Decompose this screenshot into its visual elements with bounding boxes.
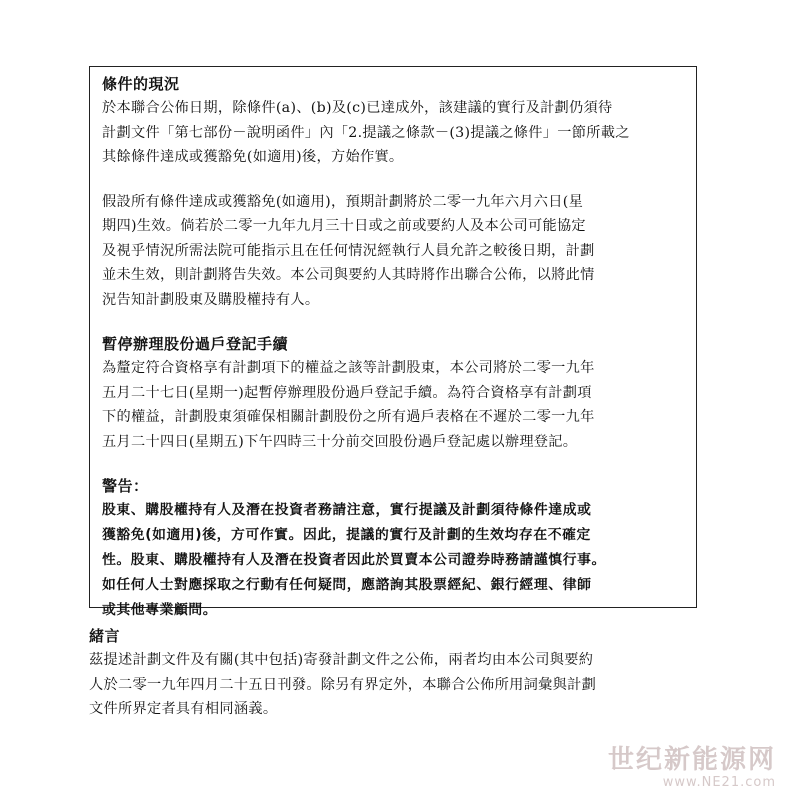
text-line: 假設所有條件達成或獲豁免(如適用)，預期計劃將於二零一九年六月六日(星 xyxy=(102,193,584,210)
text-line: 況告知計劃股東及購股權持有人。 xyxy=(102,291,320,308)
warning-paragraph xyxy=(102,498,684,623)
text-line: 並未生效，則計劃將告失效。本公司與要約人其時將作出聯合公佈，以將此情 xyxy=(102,267,595,283)
text-line: 下的權益，計劃股東須確保相關計劃股份之所有過戶表格在不遲於二零一九年 xyxy=(102,409,595,425)
text-line: 為釐定符合資格享有計劃項下的權益之該等計劃股東，本公司將於二零一九年 xyxy=(102,360,595,376)
conditions-heading: 條件的現況 xyxy=(102,75,180,93)
closure-heading: 暫停辦理股份過戶登記手續 xyxy=(102,335,289,353)
text-line: 獲豁免(如適用)後，方可作實。因此，提議的實行及計劃的生效均存在不確定 xyxy=(102,527,591,543)
closure-paragraph xyxy=(102,356,684,454)
site-watermark xyxy=(608,745,776,791)
text-line: 或其他專業顧問。 xyxy=(102,602,218,618)
text-line: 計劃文件「第七部份－說明函件」內「2.提議之條款－(3)提議之條件」一節所載之 xyxy=(102,124,630,141)
text-line: 五月二十七日(星期一)起暫停辦理股份過戶登記手續。為符合資格享有計劃項 xyxy=(102,384,592,401)
text-line: 期四)生效。倘若於二零一九年九月三十日或之前或要約人及本公司可能協定 xyxy=(102,218,586,234)
introduction-section xyxy=(89,624,699,722)
text-line: 於本聯合公佈日期，除條件(a)、(b)及(c)已達成外，該建議的實行及計劃仍須待 xyxy=(102,100,613,116)
introduction-paragraph xyxy=(89,648,699,722)
conditions-paragraph-2 xyxy=(102,190,684,313)
watermark-title: 世纪新能源网 xyxy=(607,745,776,775)
text-line: 及視乎情況所需法院可能指示且在任何情況經執行人員允許之較後日期，計劃 xyxy=(102,242,595,259)
text-line: 茲提述計劃文件及有關(其中包括)寄發計劃文件之公佈，兩者均由本公司與要約 xyxy=(89,652,594,668)
text-line: 其餘條件達成或獲豁免(如適用)後，方始作實。 xyxy=(102,149,404,165)
conditions-paragraph-1 xyxy=(102,96,684,170)
warning-heading: 警告： xyxy=(102,477,149,495)
watermark-url: www.NE21.com xyxy=(662,775,776,790)
text-line: 人於二零一九年四月二十五日刊發。除另有界定外，本聯合公佈所用詞彙與計劃 xyxy=(89,676,597,693)
notice-box xyxy=(89,66,697,618)
text-line: 如任何人士對應採取之行動有任何疑問，應諮詢其股票經紀、銀行經理、律師 xyxy=(102,577,592,593)
text-line: 股東、購股權持有人及潛在投資者務請注意，實行提議及計劃須待條件達成或 xyxy=(102,502,592,518)
text-line: 性。股東、購股權持有人及潛在投資者因此於買賣本公司證券時務請謹慎行事。 xyxy=(102,552,606,568)
text-line: 文件所界定者具有相同涵義。 xyxy=(89,701,278,717)
introduction-heading: 緒言 xyxy=(89,627,121,645)
text-line: 五月二十四日(星期五)下午四時三十分前交回股份過戶登記處以辦理登記。 xyxy=(102,433,578,450)
